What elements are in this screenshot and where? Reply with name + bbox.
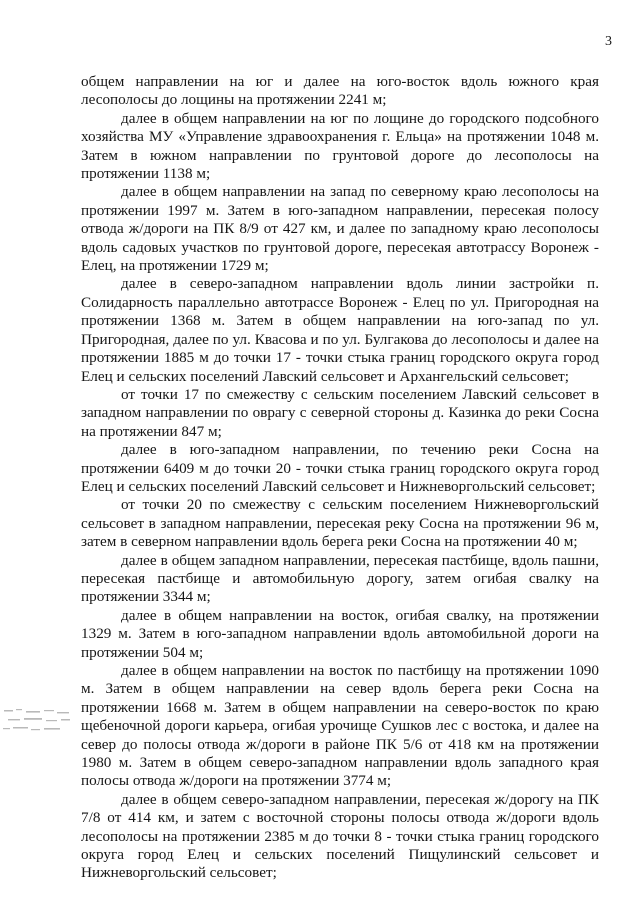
paragraph: далее в общем направлении на запад по северному краю лесополосы на протяжении 1997 м. Затем в юго-западном направлении, пересекая полосу отвода ж/дороги на ПК 8/9 от 427 км, и далее по западному краю лесополосы вдоль садовых участков по грунтовой дороге, пересекая автотрассу Воронеж - Елец, на протяжении 1729 м; (81, 183, 599, 275)
paragraph: далее в общем северо-западном направлении, пересекая ж/дорогу на ПК 7/8 от 414 км, и затем с восточной стороны полосы отвода ж/дороги вдоль лесополосы на протяжении 2385 м до точки 8 - точки стыка границ городского округа город Елец и сельских поселений Пищулинский сельсовет и Нижневоргольский сельсовет; (81, 790, 599, 882)
paragraph: далее в юго-западном направлении, по течению реки Сосна на протяжении 6409 м до точки 20 - точки стыка границ городского округа город Елец и сельских поселений Лавский сельсовет и Нижневоргольский сельсовет; (81, 441, 599, 495)
paragraph: от точки 20 по смежеству с сельским поселением Нижневоргольский сельсовет в западном направлении, пересекая реку Сосна на протяжении 96 м, затем в северном направлении вдоль берега реки Сосна на протяжении 40 м; (81, 496, 599, 551)
page-number: 3 (605, 34, 612, 49)
paragraph: далее в общем направлении на восток, огибая свалку, на протяжении 1329 м. Затем в юго-западном направлении вдоль автомобильной дороги на протяжении 504 м; (81, 606, 599, 661)
scan-artifact (0, 704, 78, 740)
paragraph: далее в северо-западном направлении вдоль линии застройки п. Солидарность параллельно автотрассе Воронеж - Елец по ул. Пригородная на протяжении 1368 м. Затем в общем направлении на юго-запад по ул. Пригородная, далее по ул. Квасова и по ул. Булгакова до лесополосы и далее на протяжении 1885 м до точки 17 - точки стыка границ городского округа город Елец и сельских поселений Лавский сельсовет и Архангельский сельсовет; (81, 275, 599, 385)
boundary-description-text (81, 73, 599, 883)
paragraph: далее в общем направлении на юг по лощине до городского подсобного хозяйства МУ «Управление здравоохранения г. Ельца» на протяжении 1048 м. Затем в южном направлении по грунтовой дороге до лесополосы на протяжении 1138 м; (81, 109, 599, 183)
paragraph: далее в общем направлении на восток по пастбищу на протяжении 1090 м. Затем в общем направлении на север вдоль берега реки Сосна на протяжении 1668 м. Затем в общем направлении на северо-восток по краю щебеночной дороги карьера, огибая урочище Сушков лес с востока, и далее на север до полосы отвода ж/дороги в районе ПК 5/6 от 418 км на протяжении 1980 м. Затем в общем северо-западном направлении вдоль западного края полосы отвода ж/дороги на протяжении 3774 м; (81, 662, 599, 790)
paragraph: общем направлении на юг и далее на юго-восток вдоль южного края лесополосы до лощины на протяжении 2241 м; (81, 73, 599, 109)
paragraph: далее в общем западном направлении, пересекая пастбище, вдоль пашни, пересекая пастбище и автомобильную дорогу, затем огибая свалку на протяжении 3344 м; (81, 551, 599, 606)
paragraph: от точки 17 по смежеству с сельским поселением Лавский сельсовет в западном направлении по оврагу с северной стороны д. Казинка до реки Сосна на протяжении 847 м; (81, 385, 599, 440)
